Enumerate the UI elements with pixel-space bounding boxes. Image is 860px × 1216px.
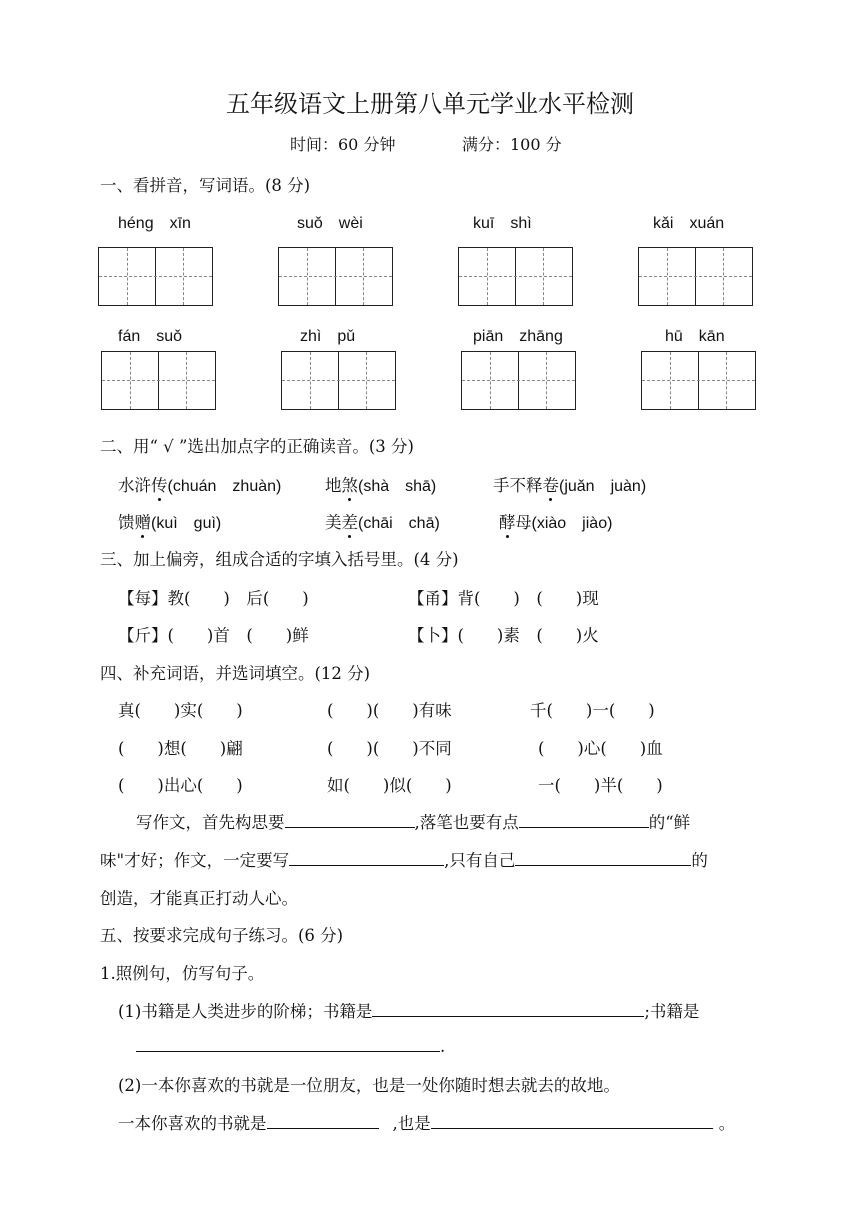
fill-paragraph-line: 味"才好；作文，一定要写 ,只有自己 的: [100, 851, 708, 870]
radical-row[interactable]: 【甬】背( ) ( )现: [408, 589, 599, 608]
idiom-blank[interactable]: ( )( )不同: [327, 739, 452, 758]
section-5-heading: 五、按要求完成句子练习。(6 分): [100, 926, 344, 945]
reading-item[interactable]: 手不释卷(juǎn juàn): [493, 472, 646, 496]
exam-full-score: 满分：100 分: [462, 135, 562, 154]
idiom-blank[interactable]: ( )出心( ): [118, 776, 243, 795]
reading-item[interactable]: 地煞(shà shā): [325, 472, 436, 496]
answer-blank[interactable]: [285, 811, 415, 828]
dotted-char: 差: [342, 509, 359, 533]
question-2: (2)一本你喜欢的书就是一位朋友，也是一处你随时想去就去的故地。: [118, 1076, 620, 1095]
writing-grid[interactable]: [98, 247, 213, 306]
answer-blank[interactable]: [519, 811, 649, 828]
page-title: 五年级语文上册第八单元学业水平检测: [226, 90, 634, 118]
writing-grid[interactable]: [641, 351, 756, 410]
answer-blank[interactable]: [431, 1112, 713, 1129]
reading-item[interactable]: 酵母(xiào jiào): [499, 509, 612, 533]
pinyin-label: héng xīn: [118, 215, 191, 232]
exam-time: 时间：60 分钟: [290, 135, 396, 154]
imitation-line: .: [136, 1035, 445, 1056]
idiom-blank[interactable]: 千( )一( ): [530, 701, 655, 720]
dotted-char: 卷: [543, 472, 560, 496]
fill-paragraph-line: 写作文，首先构思要 ,落笔也要有点 的“鲜: [136, 813, 691, 832]
writing-grid[interactable]: [458, 247, 573, 306]
answer-blank[interactable]: [372, 1000, 644, 1017]
fill-paragraph-line: 创造，才能真正打动人心。: [100, 889, 298, 908]
reading-item[interactable]: 美差(chāi chā): [325, 509, 440, 533]
radical-row[interactable]: 【每】教( ) 后( ): [118, 589, 309, 608]
dotted-char: 酵: [499, 509, 516, 533]
answer-blank[interactable]: [515, 849, 691, 866]
imitation-line: (1)书籍是人类进步的阶梯；书籍是 ;书籍是: [118, 1002, 700, 1021]
section-4-heading: 四、补充词语，并选词填空。(12 分): [100, 664, 371, 683]
dotted-char: 煞: [342, 472, 359, 496]
section-3-heading: 三、加上偏旁，组成合适的字填入括号里。(4 分): [100, 550, 459, 569]
radical-row[interactable]: 【斤】( )首 ( )鲜: [118, 626, 309, 645]
imitation-line: 一本你喜欢的书就是 ,也是 。: [118, 1114, 736, 1133]
pinyin-label: suǒ wèi: [297, 215, 363, 232]
dotted-char: 赠: [135, 509, 152, 533]
radical-row[interactable]: 【卜】( )素 ( )火: [408, 626, 599, 645]
writing-grid[interactable]: [638, 247, 753, 306]
idiom-blank[interactable]: ( )( )有味: [327, 701, 452, 720]
section-1-heading: 一、看拼音，写词语。(8 分): [100, 176, 311, 195]
pinyin-label: piān zhāng: [473, 328, 563, 345]
reading-item[interactable]: 馈赠(kuì guì): [118, 509, 221, 533]
pinyin-label: kuī shì: [473, 215, 532, 232]
writing-grid[interactable]: [278, 247, 393, 306]
idiom-blank[interactable]: 真( )实( ): [118, 701, 243, 720]
idiom-blank[interactable]: 如( )似( ): [327, 776, 452, 795]
idiom-blank[interactable]: ( )心( )血: [538, 739, 663, 758]
answer-blank[interactable]: [289, 849, 444, 866]
writing-grid[interactable]: [281, 351, 396, 410]
idiom-blank[interactable]: 一( )半( ): [538, 776, 663, 795]
pinyin-label: kǎi xuán: [653, 215, 725, 232]
answer-blank[interactable]: [267, 1112, 379, 1129]
question-1: 1.照例句，仿写句子。: [100, 964, 265, 983]
section-2-heading: 二、用“ √ ”选出加点字的正确读音。(3 分): [100, 437, 414, 456]
dotted-char: 传: [151, 472, 168, 496]
idiom-blank[interactable]: ( )想( )翩: [118, 739, 243, 758]
pinyin-label: fán suǒ: [118, 328, 183, 345]
pinyin-label: zhì pǔ: [300, 328, 356, 345]
writing-grid[interactable]: [101, 351, 216, 410]
reading-item[interactable]: 水浒传(chuán zhuàn): [118, 472, 281, 496]
answer-blank[interactable]: [136, 1035, 440, 1052]
writing-grid[interactable]: [461, 351, 576, 410]
pinyin-label: hū kān: [665, 328, 725, 345]
